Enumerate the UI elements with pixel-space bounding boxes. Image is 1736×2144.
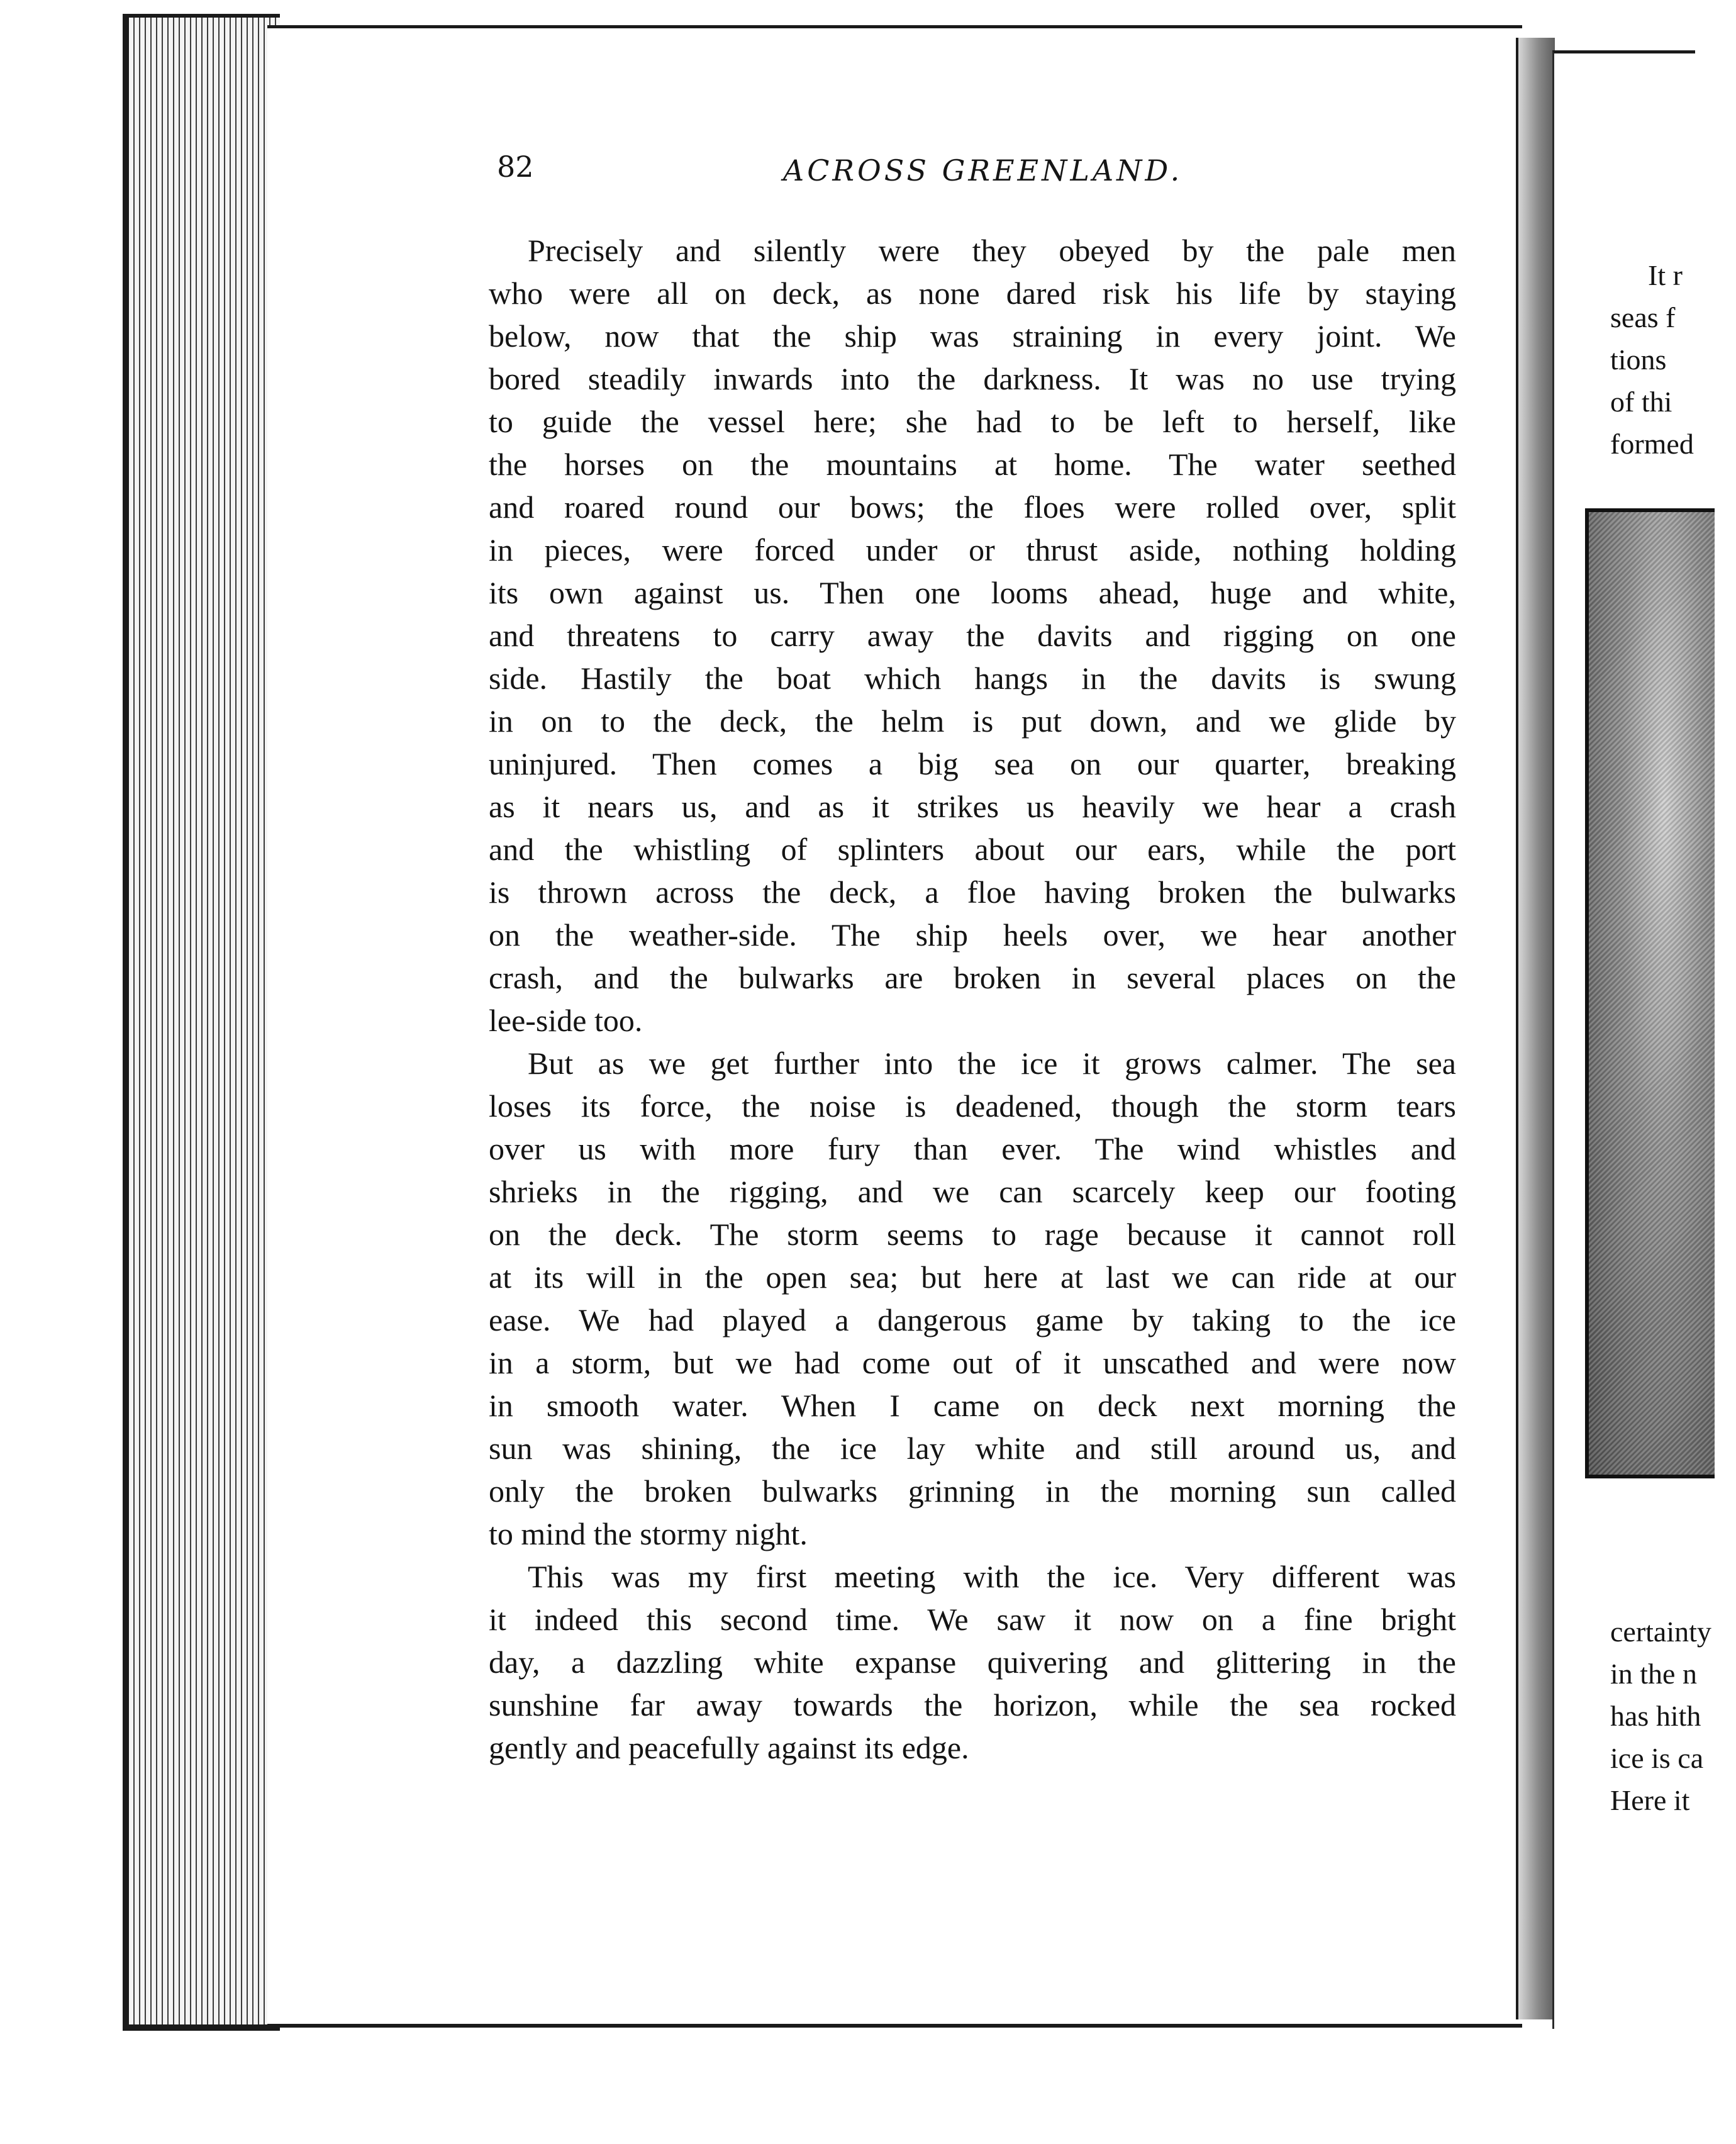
text-line: at its will in the open sea; but here at last we can ride at our xyxy=(489,1259,1456,1295)
text-line: Precisely and silently were they obeyed by the pale men xyxy=(528,233,1456,268)
text-line: has hith xyxy=(1610,1700,1701,1732)
book-gutter xyxy=(1516,38,1555,2019)
text-line: who were all on deck, as none dared risk his life by staying xyxy=(489,276,1456,311)
text-line: uninjured. Then comes a big sea on our quarter, breaking xyxy=(489,746,1456,781)
text-line: gently and peacefully against its edge. xyxy=(489,1730,969,1765)
bottom-margin xyxy=(0,2033,1693,2144)
text-line: in a storm, but we had come out of it unscathed and were now xyxy=(489,1345,1456,1380)
text-line: ease. We had played a dangerous game by taking to the ice xyxy=(489,1302,1456,1337)
text-line: This was my first meeting with the ice. Very different was xyxy=(528,1559,1456,1594)
page-edges xyxy=(123,14,280,2031)
text-line: on the weather-side. The ship heels over, we hear another xyxy=(489,917,1456,952)
text-line: is thrown across the deck, a floe having broken the bulwarks xyxy=(489,874,1456,910)
text-line: it indeed this second time. We saw it now on a fine bright xyxy=(489,1602,1456,1637)
text-line: It r xyxy=(1648,259,1683,291)
facing-page-bottom-text xyxy=(1610,1611,1736,1821)
text-line: certainty xyxy=(1610,1616,1711,1648)
text-line: and roared round our bows; the floes were rolled over, split xyxy=(489,489,1456,525)
text-line: in on to the deck, the helm is put down, and we glide by xyxy=(489,703,1456,739)
facing-page-top-text xyxy=(1610,254,1736,465)
text-line: below, now that the ship was straining in every joint. We xyxy=(489,318,1456,354)
text-line: sunshine far away towards the horizon, while the sea rocked xyxy=(489,1687,1456,1722)
illustration-plate xyxy=(1585,508,1715,1478)
text-line: in the n xyxy=(1610,1658,1697,1690)
text-line: its own against us. Then one looms ahead, huge and white, xyxy=(489,575,1456,610)
text-line: and threatens to carry away the davits and rigging on one xyxy=(489,618,1456,653)
text-line: lee-side too. xyxy=(489,1003,643,1038)
text-line: and the whistling of splinters about our ears, while the port xyxy=(489,832,1456,867)
text-line: shrieks in the rigging, and we can scarcely keep our footing xyxy=(489,1174,1456,1209)
text-line: only the broken bulwarks grinning in the morning sun called xyxy=(489,1473,1456,1509)
text-line: crash, and the bulwarks are broken in several places on the xyxy=(489,960,1456,995)
text-line: sun was shining, the ice lay white and still around us, and xyxy=(489,1431,1456,1466)
text-line: as it nears us, and as it strikes us heavily we hear a crash xyxy=(489,789,1456,824)
running-head: ACROSS GREENLAND. xyxy=(783,154,1183,187)
text-line: seas f xyxy=(1610,301,1676,333)
text-line: But as we get further into the ice it grows calmer. The sea xyxy=(528,1046,1456,1081)
text-line: of thi xyxy=(1610,386,1672,418)
page-number: 82 xyxy=(497,150,534,184)
text-line: to guide the vessel here; she had to be left to herself, like xyxy=(489,404,1456,439)
text-line: in pieces, were forced under or thrust aside, nothing holding xyxy=(489,532,1456,567)
body-text xyxy=(489,229,1456,1769)
text-line: loses its force, the noise is deadened, though the storm tears xyxy=(489,1088,1456,1124)
text-line: day, a dazzling white expanse quivering and glittering in the xyxy=(489,1644,1456,1680)
text-line: the horses on the mountains at home. The water seethed xyxy=(489,447,1456,482)
text-line: on the deck. The storm seems to rage because it cannot roll xyxy=(489,1217,1456,1252)
text-line: to mind the stormy night. xyxy=(489,1516,808,1551)
text-line: Here it xyxy=(1610,1784,1690,1816)
text-line: tions xyxy=(1610,343,1667,376)
text-line: over us with more fury than ever. The wind whistles and xyxy=(489,1131,1456,1166)
text-line: formed xyxy=(1610,428,1694,460)
text-line: in smooth water. When I came on deck next morning the xyxy=(489,1388,1456,1423)
text-line: ice is ca xyxy=(1610,1742,1704,1774)
text-line: side. Hastily the boat which hangs in the davits is swung xyxy=(489,661,1456,696)
text-line: bored steadily inwards into the darkness. It was no use trying xyxy=(489,361,1456,396)
